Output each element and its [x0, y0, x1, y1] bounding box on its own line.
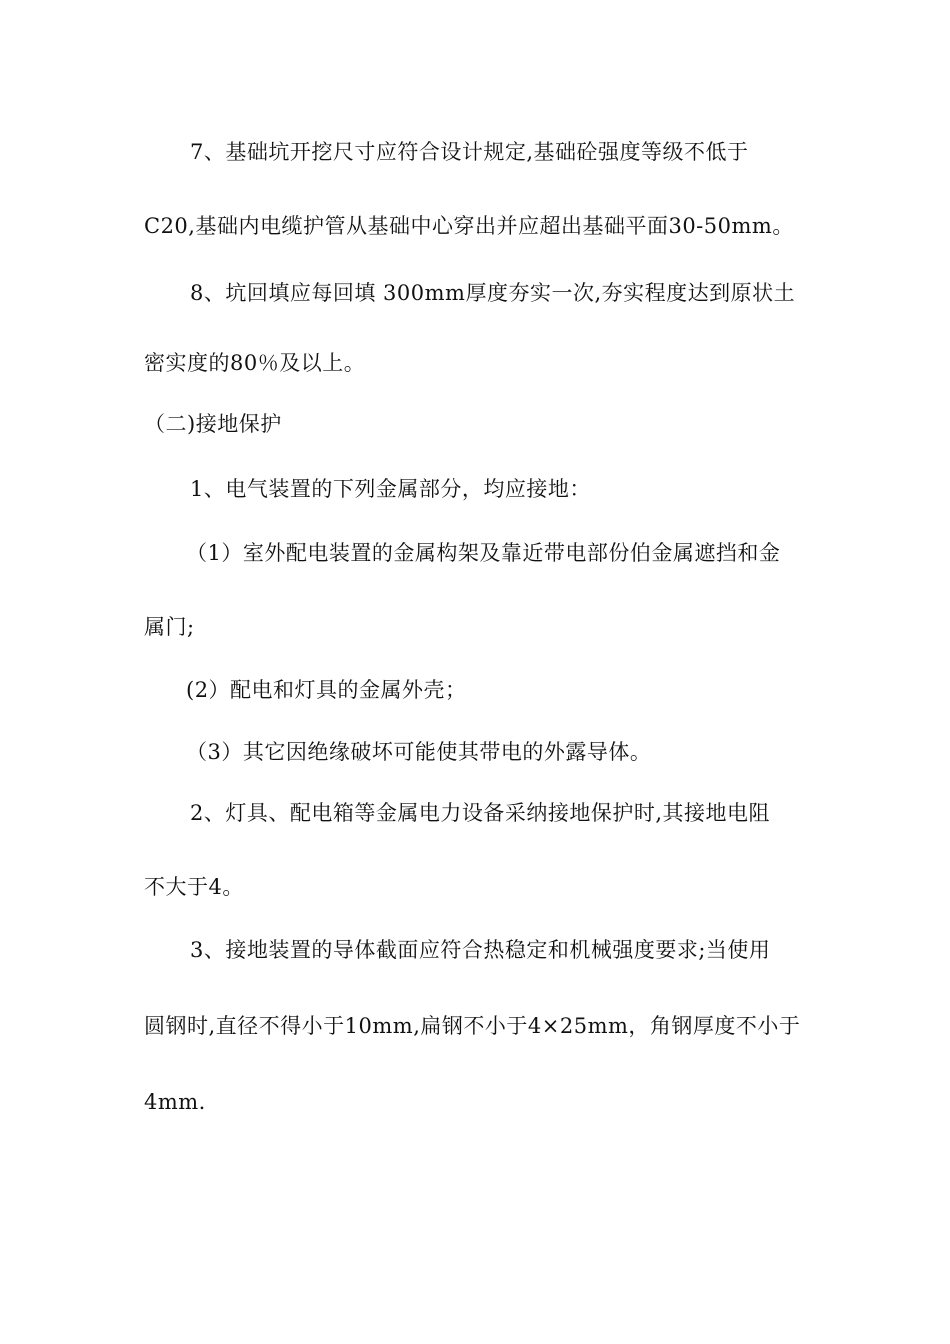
text-line-subitem3: （3）其它因绝缘破坏可能使其带电的外露导体。	[186, 740, 652, 764]
text-line-grounding-item2-part2: 不大于4。	[144, 875, 244, 899]
text-line-grounding-item2-part1: 2、灯具、配电箱等金属电力设备采纳接地保护时,其接地电阻	[190, 801, 771, 825]
text-line-grounding-item1: 1、电气装置的下列金属部分，均应接地：	[190, 477, 591, 501]
text-line-item7-part2: C20,基础内电缆护管从基础中心穿出并应超出基础平面30-50mm。	[144, 214, 794, 238]
text-line-item7-part1: 7、基础坑开挖尺寸应符合设计规定,基础砼强度等级不低于	[190, 140, 749, 164]
text-line-grounding-item3-part2: 圆钢时,直径不得小于10mm,扁钢不小于4×25mm，角钢厚度不小于	[144, 1014, 801, 1038]
text-line-item8-part1: 8、坑回填应每回填 300mm厚度夯实一次,夯实程度达到原状土	[190, 281, 796, 305]
text-line-subitem1-part1: （1）室外配电装置的金属构架及靠近带电部份伯金属遮挡和金	[186, 541, 781, 565]
section-heading-grounding: （二)接地保护	[144, 412, 282, 436]
text-line-subitem1-part2: 属门;	[144, 615, 195, 639]
text-line-subitem2: (2）配电和灯具的金属外壳；	[186, 678, 467, 702]
text-line-grounding-item3-part1: 3、接地装置的导体截面应符合热稳定和机械强度要求;当使用	[190, 938, 771, 962]
text-line-item8-part2: 密实度的80％及以上。	[144, 351, 366, 375]
text-line-grounding-item3-part3: 4mm.	[144, 1090, 206, 1114]
